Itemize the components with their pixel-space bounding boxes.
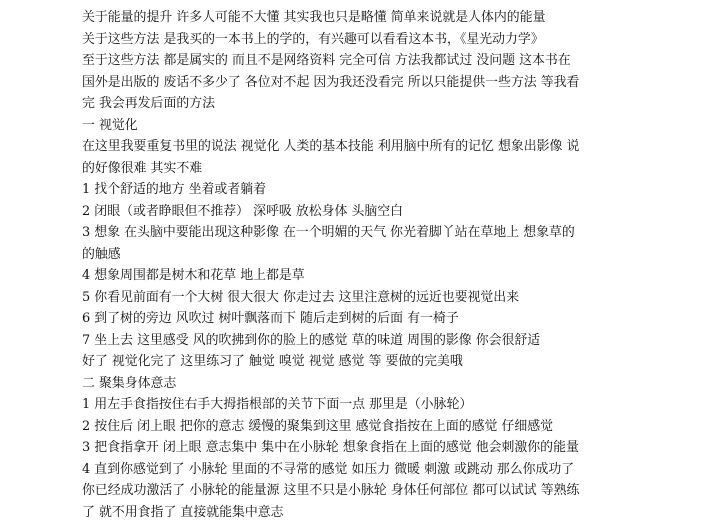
text-line: 国外是出版的 废话不多少了 各位对不起 因为我还没看完 所以只能提供一些方法 等我看: [82, 74, 580, 90]
text-line: 的触感: [82, 246, 121, 262]
section-heading: 一 视觉化: [82, 117, 138, 133]
list-item: 2 按住后 闭上眼 把你的意志 缓慢的聚集到这里 感觉食指按在上面的感觉 仔细感觉: [82, 418, 554, 434]
list-item: 1 找个舒适的地方 坐着或者躺着: [82, 182, 266, 197]
list-item: 1 用左手食指按住右手大拇指根部的关节下面一点 那里是（小脉轮）: [82, 397, 473, 412]
list-item: 4 直到你感觉到了 小脉轮 里面的不寻常的感觉 如压力 微暖 刺激 或跳动 那么你成功了: [82, 461, 575, 477]
text-line: 关于这些方法 是我买的一本书上的学的，有兴趣可以看看这本书，《星光动力学》: [82, 31, 544, 47]
text-line: 的好像很难 其实不难: [82, 160, 203, 176]
text-line: 完 我会再发后面的方法: [82, 96, 216, 111]
text-line: 你已经成功激活了 小脉轮的能量源 这里不只是小脉轮 身体任何部位 都可以试试 等熟练: [82, 483, 580, 498]
text-line: 在这里我要重复书里的说法 视觉化 人类的基本技能 利用脑中所有的记忆 想象出影像 说: [82, 139, 580, 154]
section-heading: 二 聚集身体意志: [82, 375, 177, 391]
list-item: 2 闭眼（或者睁眼但不推荐） 深呼吸 放松身体 头脑空白: [82, 203, 404, 219]
document-body: [82, 7, 652, 523]
list-item: 3 把食指拿开 闭上眼 意志集中 集中在小脉轮 想象食指在上面的感觉 他会刺激你的能量: [82, 440, 579, 455]
list-item: 4 想象周围都是树木和花草 地上都是草: [82, 268, 305, 283]
list-item: 7 坐上去 这里感受 风的吹拂到你的脸上的感觉 草的味道 周围的影像 你会很舒适: [82, 332, 541, 348]
text-line: 关于能量的提升 许多人可能不大懂 其实我也只是略懂 简单来说就是人体内的能量: [82, 10, 546, 25]
text-line: 了 就不用食指了 直接就能集中意志: [82, 504, 284, 520]
list-item: 5 你看见前面有一个大树 很大很大 你走过去 这里注意树的远近也要视觉出来: [82, 289, 520, 305]
text-line: 至于这些方法 都是属实的 而且不是网络资料 完全可信 方法我都试过 没问题 这本书在: [82, 53, 571, 68]
text-line: 好了 视觉化完了 这里练习了 触觉 嗅觉 视觉 感觉 等 要做的完美哦: [82, 354, 463, 369]
list-item: 6 到了树的旁边 风吹过 树叶飘落而下 随后走到树的后面 有一椅子: [82, 311, 459, 326]
list-item: 3 想象 在头脑中要能出现这种影像 在一个明媚的天气 你光着脚丫站在草地上 想象草的: [82, 225, 575, 240]
